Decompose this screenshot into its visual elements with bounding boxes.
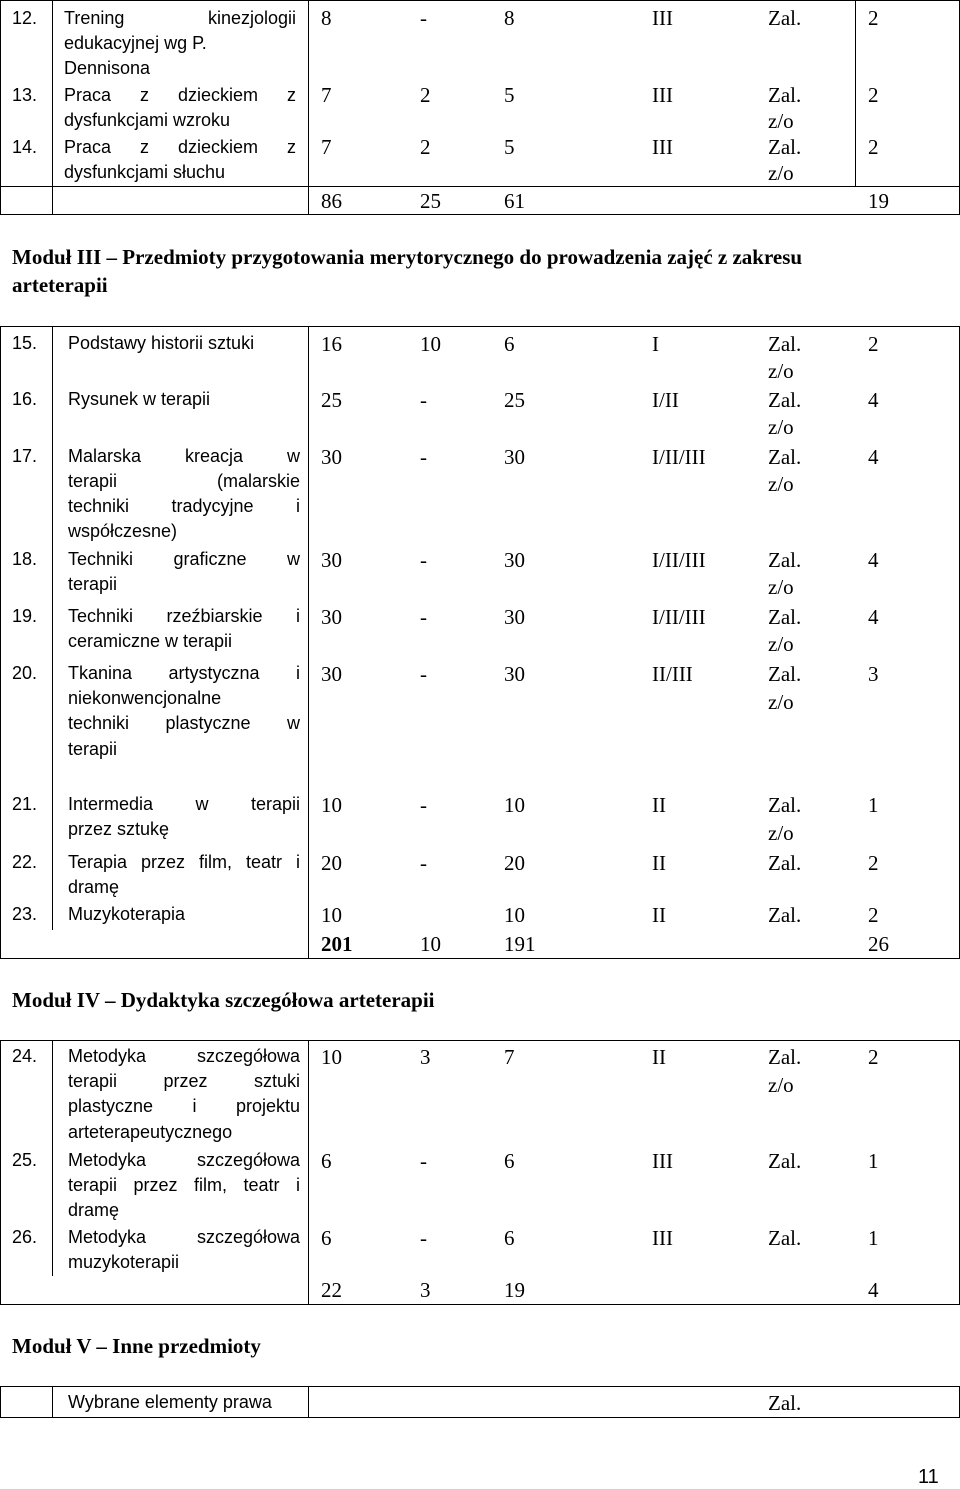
subject-name-line: Malarska kreacja w: [68, 446, 300, 466]
module-4-heading: Moduł IV – Dydaktyka szczegółowa arteterapii: [12, 988, 435, 1012]
hours-total: 30: [321, 548, 342, 572]
hours-total: 30: [321, 445, 342, 469]
row-number: 19.: [12, 606, 38, 626]
hours-lectures: -: [420, 445, 427, 469]
hours-lectures: -: [420, 1226, 427, 1250]
ects-points: 2: [868, 1045, 879, 1069]
ects-points: 4: [868, 548, 879, 572]
ects-points: 2: [868, 6, 879, 30]
hours-total: 8: [321, 6, 332, 30]
semester: III: [652, 1226, 673, 1250]
hours-lectures: -: [420, 6, 427, 30]
assessment-form: Zal.: [768, 1149, 802, 1173]
subject-name-line: plastyczne i projektu: [68, 1096, 300, 1116]
subject-name-line: Praca z dzieckiem z: [64, 137, 296, 157]
assessment-form: Zal.: [768, 135, 802, 159]
subject-name-line: Wybrane elementy prawa: [68, 1392, 272, 1412]
subject-name-line: dysfunkcjami słuchu: [64, 162, 226, 182]
row-number: 21.: [12, 794, 38, 814]
semester: II/III: [652, 662, 693, 686]
subject-name-line: dramę: [68, 1200, 120, 1220]
row-number: 14.: [12, 137, 38, 157]
hours-lectures: -: [420, 851, 427, 875]
subject-name-line: przez sztukę: [68, 819, 170, 839]
subject-name-line: Dennisona: [64, 58, 151, 78]
hours-lectures: 2: [420, 135, 431, 159]
hours-total: 16: [321, 332, 342, 356]
semester: I: [652, 332, 659, 356]
row-number: 22.: [12, 852, 38, 872]
semester: II: [652, 851, 666, 875]
ects-points: 1: [868, 1149, 879, 1173]
subject-name-line: edukacyjnej wg P.: [64, 33, 207, 53]
assessment-form: Zal.: [768, 793, 802, 817]
module-3-heading-continued: arteterapii: [12, 273, 108, 297]
assessment-form: Zal.: [768, 1045, 802, 1069]
subject-name-line: terapii przez film, teatr i: [68, 1175, 300, 1195]
semester: III: [652, 6, 673, 30]
assessment-form: Zal.: [768, 1391, 802, 1415]
hours-lectures: -: [420, 793, 427, 817]
ects-points: 3: [868, 662, 879, 686]
total-ects: 26: [868, 932, 889, 956]
row-number: 20.: [12, 663, 38, 683]
subject-name-line: Techniki rzeźbiarskie i: [68, 606, 300, 626]
total-hours: 86: [321, 189, 342, 213]
subject-name-line: dysfunkcjami wzroku: [64, 110, 231, 130]
total-ects: 4: [868, 1278, 879, 1302]
total-hours: 22: [321, 1278, 342, 1302]
ects-points: 2: [868, 135, 879, 159]
ects-points: 2: [868, 332, 879, 356]
subject-name-line: terapii (malarskie: [68, 471, 300, 491]
total-exercises: 61: [504, 189, 525, 213]
assessment-form: Zal.: [768, 548, 802, 572]
hours-lectures: -: [420, 1149, 427, 1173]
hours-total: 6: [321, 1226, 332, 1250]
subject-name-line: Metodyka szczegółowa: [68, 1046, 300, 1066]
total-exercises: 19: [504, 1278, 525, 1302]
subject-name-line: Intermedia w terapii: [68, 794, 300, 814]
hours-lectures: 10: [420, 332, 441, 356]
assessment-form: Zal.: [768, 851, 802, 875]
module-5-heading: Moduł V – Inne przedmioty: [12, 1334, 261, 1358]
subject-name-line: techniki tradycyjne i: [68, 496, 300, 516]
assessment-form-detail: z/o: [768, 821, 794, 845]
subject-name-line: Tkanina artystyczna i: [68, 663, 300, 683]
assessment-form: Zal.: [768, 1226, 802, 1250]
hours-lectures: 3: [420, 1045, 431, 1069]
subject-name-line: Metodyka szczegółowa: [68, 1227, 300, 1247]
subject-name-line: Metodyka szczegółowa: [68, 1150, 300, 1170]
hours-total: 7: [321, 83, 332, 107]
row-number: 23.: [12, 904, 38, 924]
subject-name-line: niekonwencjonalne: [68, 688, 222, 708]
ects-points: 4: [868, 388, 879, 412]
subject-name-line: ceramiczne w terapii: [68, 631, 233, 651]
hours-exercises: 6: [504, 1226, 515, 1250]
assessment-form-detail: z/o: [768, 575, 794, 599]
hours-lectures: -: [420, 605, 427, 629]
assessment-form-detail: z/o: [768, 161, 794, 185]
subject-name-line: terapii: [68, 739, 118, 759]
module-3-heading: Moduł III – Przedmioty przygotowania merytorycznego do prowadzenia zajęć z zakresu: [12, 245, 803, 269]
semester: I/II: [652, 388, 679, 412]
subject-name-line: Muzykoterapia: [68, 904, 186, 924]
assessment-form-detail: z/o: [768, 690, 794, 714]
subject-name-line: Terapia przez film, teatr i: [68, 852, 300, 872]
hours-exercises: 10: [504, 793, 525, 817]
semester: I/II/III: [652, 548, 706, 572]
assessment-form: Zal.: [768, 388, 802, 412]
total-lectures: 25: [420, 189, 441, 213]
assessment-form: Zal.: [768, 903, 802, 927]
total-lectures: 3: [420, 1278, 431, 1302]
row-number: 13.: [12, 85, 38, 105]
hours-lectures: -: [420, 548, 427, 572]
hours-total: 30: [321, 662, 342, 686]
hours-total: 6: [321, 1149, 332, 1173]
row-number: 26.: [12, 1227, 38, 1247]
ects-points: 4: [868, 605, 879, 629]
ects-points: 2: [868, 851, 879, 875]
assessment-form-detail: z/o: [768, 359, 794, 383]
hours-exercises: 8: [504, 6, 515, 30]
total-hours: 201: [321, 932, 353, 956]
ects-points: 2: [868, 83, 879, 107]
total-ects: 19: [868, 189, 889, 213]
hours-total: 20: [321, 851, 342, 875]
semester: II: [652, 1045, 666, 1069]
subject-name-line: współczesne): [68, 521, 178, 541]
ects-points: 1: [868, 1226, 879, 1250]
semester: III: [652, 135, 673, 159]
hours-total: 10: [321, 1045, 342, 1069]
hours-exercises: 7: [504, 1045, 515, 1069]
assessment-form-detail: z/o: [768, 415, 794, 439]
subject-name-line: dramę: [68, 877, 120, 897]
hours-exercises: 5: [504, 135, 515, 159]
assessment-form: Zal.: [768, 605, 802, 629]
hours-lectures: -: [420, 388, 427, 412]
semester: III: [652, 1149, 673, 1173]
semester: II: [652, 793, 666, 817]
semester: I/II/III: [652, 445, 706, 469]
subject-name-line: arteterapeutycznego: [68, 1122, 233, 1142]
hours-total: 30: [321, 605, 342, 629]
subject-name-line: muzykoterapii: [68, 1252, 180, 1272]
total-exercises: 191: [504, 932, 536, 956]
hours-exercises: 25: [504, 388, 525, 412]
assessment-form: Zal.: [768, 6, 802, 30]
hours-total: 10: [321, 793, 342, 817]
semester: I/II/III: [652, 605, 706, 629]
subject-name-line: Techniki graficzne w: [68, 549, 300, 569]
subject-name-line: terapii: [68, 574, 118, 594]
row-number: 15.: [12, 333, 38, 353]
hours-exercises: 6: [504, 1149, 515, 1173]
subject-name-line: terapii przez sztuki: [68, 1071, 300, 1091]
row-number: 12.: [12, 8, 38, 28]
hours-lectures: -: [420, 662, 427, 686]
page-number: 11: [918, 1466, 939, 1488]
assessment-form: Zal.: [768, 445, 802, 469]
assessment-form: Zal.: [768, 83, 802, 107]
hours-exercises: 30: [504, 605, 525, 629]
hours-exercises: 30: [504, 662, 525, 686]
hours-total: 7: [321, 135, 332, 159]
assessment-form: Zal.: [768, 332, 802, 356]
hours-exercises: 5: [504, 83, 515, 107]
assessment-form-detail: z/o: [768, 472, 794, 496]
hours-exercises: 6: [504, 332, 515, 356]
ects-points: 1: [868, 793, 879, 817]
hours-exercises: 30: [504, 445, 525, 469]
ects-points: 2: [868, 903, 879, 927]
subject-name-line: techniki plastyczne w: [68, 713, 300, 733]
hours-total: 10: [321, 903, 342, 927]
subject-name-line: Rysunek w terapii: [68, 389, 211, 409]
subject-name-line: Praca z dzieckiem z: [64, 85, 296, 105]
semester: II: [652, 903, 666, 927]
assessment-form-detail: z/o: [768, 1073, 794, 1097]
ects-points: 4: [868, 445, 879, 469]
row-number: 25.: [12, 1150, 38, 1170]
semester: III: [652, 83, 673, 107]
row-number: 24.: [12, 1046, 38, 1066]
row-number: 18.: [12, 549, 38, 569]
subject-name-line: Podstawy historii sztuki: [68, 333, 255, 353]
assessment-form-detail: z/o: [768, 109, 794, 133]
assessment-form: Zal.: [768, 662, 802, 686]
hours-exercises: 10: [504, 903, 525, 927]
subject-name-line: Trening kinezjologii: [64, 8, 296, 28]
assessment-form-detail: z/o: [768, 632, 794, 656]
hours-exercises: 20: [504, 851, 525, 875]
row-number: 16.: [12, 389, 38, 409]
hours-lectures: 2: [420, 83, 431, 107]
total-lectures: 10: [420, 932, 441, 956]
row-number: 17.: [12, 446, 38, 466]
hours-exercises: 30: [504, 548, 525, 572]
hours-total: 25: [321, 388, 342, 412]
